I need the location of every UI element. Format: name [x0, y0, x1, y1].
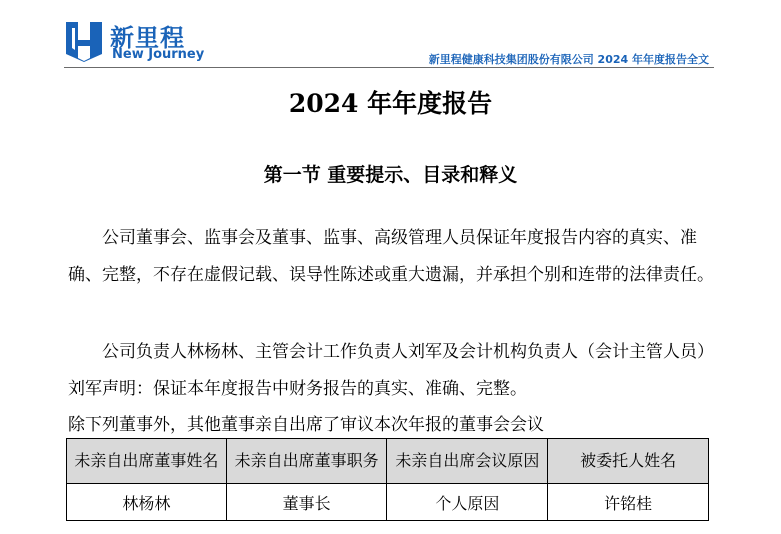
brand-name-en: New Journey [112, 47, 205, 62]
table-cell: 林杨林 [67, 484, 227, 521]
table-row [67, 484, 709, 521]
absent-directors-table [66, 438, 709, 521]
paragraph-financial-statement: 公司负责人林杨林、主管会计工作负责人刘军及会计机构负责人（会计主管人员）刘军声明：保证本年度报告中财务报告的真实、准确、完整。 [68, 342, 714, 399]
table-cell: 许铭桂 [548, 484, 709, 521]
paragraph-board-guarantee: 公司董事会、监事会及董事、监事、高级管理人员保证年度报告内容的真实、准确、完整，不存在虚假记载、误导性陈述或重大遗漏，并承担个别和连带的法律责任。 [68, 228, 714, 285]
header-report-name: 新里程健康科技集团股份有限公司 2024 年年度报告全文 [428, 53, 709, 66]
table-header-cell: 未亲自出席董事姓名 [67, 439, 227, 484]
section-title: 第一节 重要提示、目录和释义 [263, 164, 518, 186]
new-journey-logo-icon [64, 20, 104, 64]
table-cell: 个人原因 [387, 484, 548, 521]
table-intro: 除下列董事外，其他董事亲自出席了审议本次年报的董事会会议 [68, 415, 544, 435]
table-header-row [67, 439, 709, 484]
table-header-cell: 未亲自出席会议原因 [387, 439, 548, 484]
document-title: 2024 年年度报告 [288, 89, 493, 118]
header-divider [64, 67, 714, 68]
page-header [0, 0, 781, 70]
brand-name-cn: 新里程 [110, 24, 185, 52]
table-header-cell: 未亲自出席董事职务 [226, 439, 387, 484]
table-header-cell: 被委托人姓名 [548, 439, 709, 484]
table-cell: 董事长 [226, 484, 387, 521]
